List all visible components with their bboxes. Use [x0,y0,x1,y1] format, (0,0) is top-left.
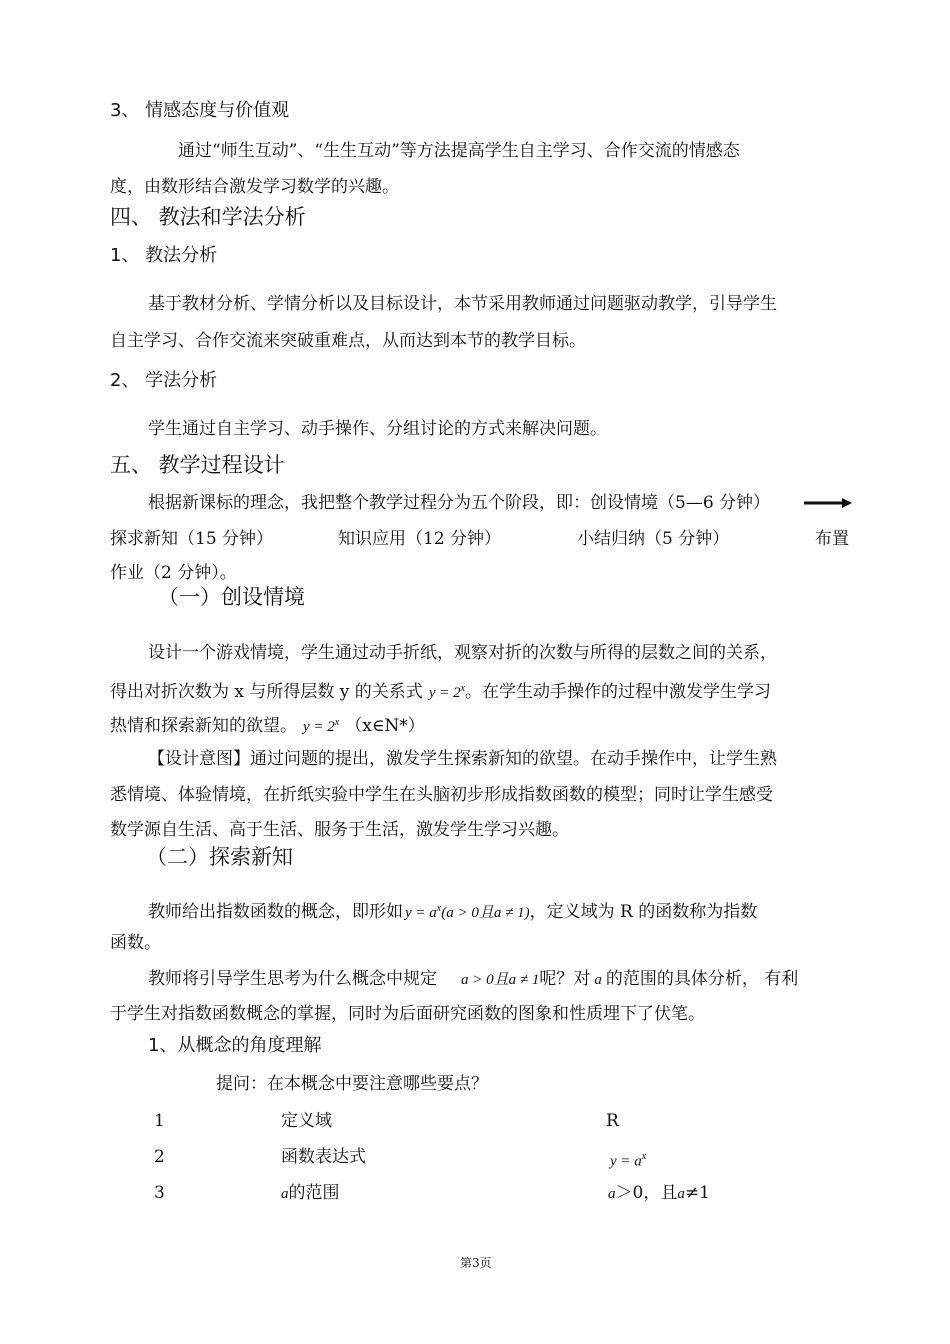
table-cell-item: 定义域 [281,1111,332,1131]
formula-definition: $y = a^x(a > 0$且a ≠ 1) [405,903,530,921]
text-segment: 教师将引导学生思考为什么概念中规定 [148,969,437,989]
table-cell-value: $y = a^x$ [610,1151,647,1170]
table-cell-item: a的范围 [281,1183,340,1203]
paragraph-line: 根据新课标的理念，我把整个教学过程分为五个阶段，即：创设情境（5—6 分钟） [148,493,771,513]
section-5-heading: 五、 教学过程设计 [110,453,285,477]
paragraph-line: 【设计意图】通过问题的提出，激发学生探索新知的欲望。在动手操作中，让学生熟 [148,749,777,769]
paragraph-line: 作业（2 分钟）。 [110,563,237,583]
section-4-heading: 四、 教法和学法分析 [110,205,306,229]
heading-3-attitude: 3、 情感态度与价值观 [110,100,290,121]
paragraph-line [110,712,425,738]
paragraph-line [148,898,757,924]
subheading-teaching-method: 1、 教法分析 [110,245,218,266]
table-cell-num: 1 [154,1111,165,1131]
text-segment: 。在学生动手操作的过程中激发学生学习 [465,682,772,702]
text-segment: 热情和探索新知的欲望。 [110,716,297,736]
text-segment: 呢？对 [539,969,591,989]
paragraph-line: 度，由数形结合激发学习数学的兴趣。 [110,177,399,197]
formula-condition: a > 0且a ≠ 1 [461,972,540,988]
stage-item: 探求新知（15 分钟） [110,529,274,549]
table-cell-value: R [606,1111,619,1131]
table-cell-num: 2 [154,1147,165,1167]
page-number: 第3页 [460,1256,492,1270]
variable-a: a [594,972,602,988]
paragraph-line [148,968,798,991]
text-segment: 得出对折次数为 x 与所得层数 y 的关系式 [110,682,423,702]
formula-y-2x: $y = 2^x$ [303,717,340,735]
text-segment: 的范围的具体分析， 有利 [605,969,799,989]
stage-item: 小结归纳（5 分钟） [577,529,730,549]
table-cell-num: 3 [154,1183,165,1203]
paragraph-line: 自主学习、合作交流来突破重难点，从而达到本节的教学目标。 [110,331,586,351]
arrow-icon [804,496,852,510]
part-2-heading: （二）探索新知 [146,845,293,869]
paragraph-line: 悉情境、体验情境，在折纸实验中学生在头脑初步形成指数函数的模型；同时让学生感受 [110,785,773,805]
stage-item: 知识应用（12 分钟） [338,529,502,549]
question-line: 提问：在本概念中要注意哪些要点？ [216,1074,488,1094]
subheading-concept: 1、从概念的角度理解 [148,1035,322,1056]
paragraph-line: 基于教材分析、学情分析以及目标设计，本节采用教师通过问题驱动教学，引导学生 [148,294,777,314]
paragraph-line: 函数。 [110,933,161,953]
subheading-learning-method: 2、 学法分析 [110,370,218,391]
text-segment: （x∈N*） [345,716,425,736]
stage-item: 布置 [815,529,849,549]
text-segment: ，定义域为 R 的函数称为指数 [529,902,758,922]
table-cell-value: a＞0，且a≠1 [608,1183,710,1203]
part-1-heading: （一）创设情境 [158,585,305,609]
table-cell-item: 函数表达式 [281,1147,366,1167]
formula-y-2x: $y = 2^x$ [428,683,466,701]
paragraph-line: 设计一个游戏情境，学生通过动手折纸，观察对折的次数与所得的层数之间的关系， [148,643,777,663]
paragraph-line: 数学源自生活、高于生活、服务于生活，激发学生学习兴趣。 [110,820,569,840]
paragraph-line: 于学生对指数函数概念的掌握，同时为后面研究函数的图象和性质埋下了伏笔。 [110,1004,705,1024]
paragraph-line [110,678,771,704]
paragraph-line: 通过“师生互动”、“生生互动”等方法提高学生自主学习、合作交流的情感态 [178,141,740,161]
paragraph-line: 学生通过自主学习、动手操作、分组讨论的方式来解决问题。 [148,419,607,439]
text-segment: 教师给出指数函数的概念，即形如 [148,902,403,922]
